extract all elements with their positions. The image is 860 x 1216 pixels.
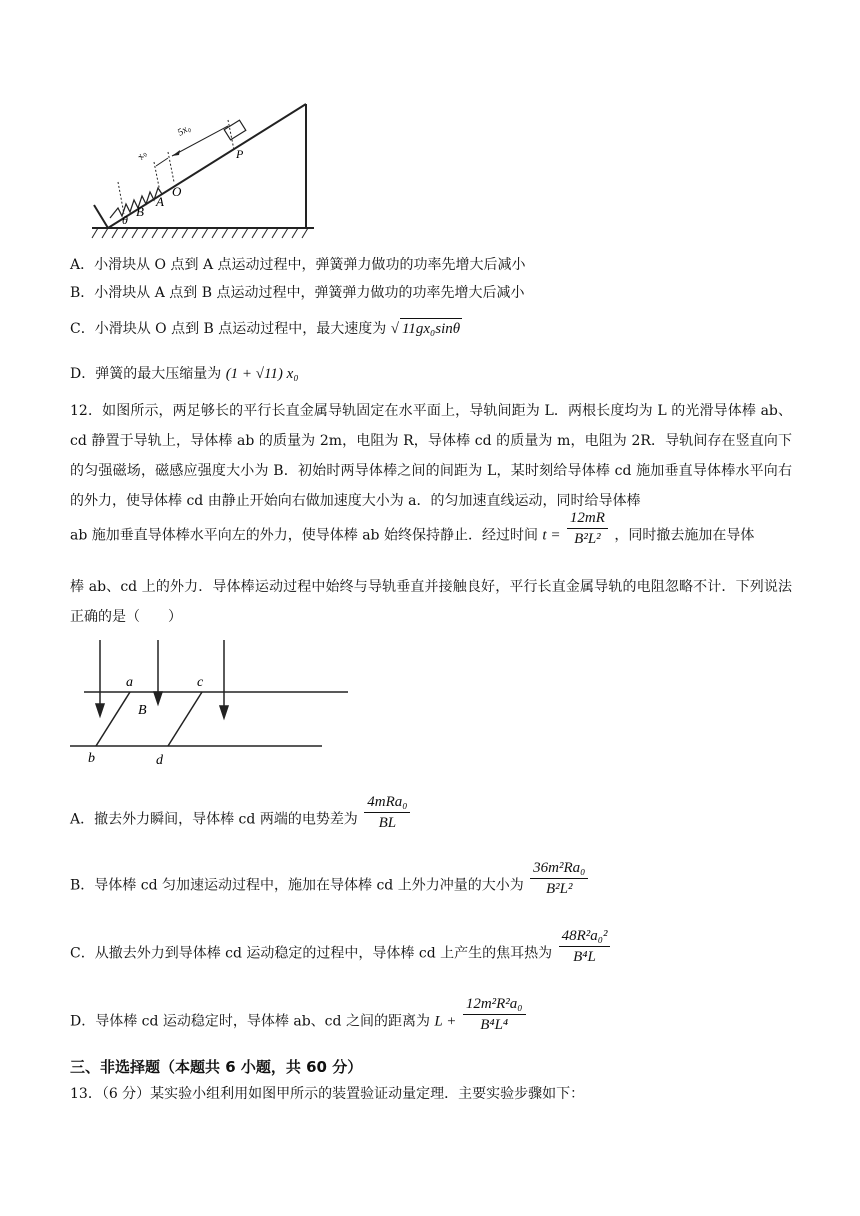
q12-option-d-den: B⁴L⁴ [480, 1017, 509, 1033]
label-o: O [172, 184, 182, 199]
q12-stem-text3: ，同时撤去施加在导体 [614, 527, 755, 544]
q12-option-a-text: A．撤去外力瞬间，导体棒 cd 两端的电势差为 [70, 811, 358, 828]
label-a: A [156, 194, 164, 209]
q11-option-b: B．小滑块从 A 点到 B 点运动过程中，弹簧弹力做功的功率先增大后减小 [70, 285, 525, 301]
ground-hatch [92, 228, 314, 238]
label-a: a [126, 675, 133, 690]
q12-option-c [70, 928, 612, 967]
q12-t-lhs: t = [542, 527, 561, 544]
q12-option-a-num: 4mRa₀ [364, 792, 410, 813]
q11-option-d [70, 364, 299, 384]
field-arrows [96, 640, 228, 718]
q12-option-c-fraction [559, 926, 611, 967]
label-c: c [197, 675, 204, 690]
q12-stem-part2 [70, 510, 755, 549]
q12-option-c-num: 48R²a₀² [559, 926, 611, 947]
q12-option-b-fraction [530, 858, 588, 899]
q12-option-b-text: B．导体棒 cd 匀加速运动过程中，施加在导体棒 cd 上外力冲量的大小为 [70, 877, 524, 894]
q12-option-a [70, 794, 412, 833]
q11-option-d-math: (1 + √11) x₀ [225, 366, 299, 382]
q12-option-b-den: B²L² [546, 881, 573, 897]
q12-option-d-text: D．导体棒 cd 运动稳定时，导体棒 ab、cd 之间的距离为 [70, 1013, 430, 1030]
incline [94, 104, 306, 228]
q12-option-d [70, 996, 528, 1035]
rails-figure [66, 638, 356, 768]
q12-option-d-fraction [463, 994, 526, 1035]
label-x0: x₀ [135, 149, 149, 162]
label-b: b [88, 751, 95, 766]
q12-t-den: B²L² [574, 531, 601, 547]
q12-option-b-num: 36m²Ra₀ [530, 858, 588, 879]
q12-stem-text2: ab 施加垂直导体棒水平向左的外力，使导体棒 ab 始终保持静止．经过时间 [70, 527, 538, 544]
q12-stem-part1: 12．如图所示，两足够长的平行长直金属导轨固定在水平面上，导轨间距为 L．两根长度均为 L 的光滑导体棒 ab、cd 静置于导轨上，导体棒 ab 的质量为 2m，电阻为 R，导体棒 cd 的质量为 m，电阻为 2R．导轨间存在竖直向下的匀强磁场，磁感应强度大小为 B．初始时两导体棒之间的间距为 L，某时刻给导体棒 cd 施加垂直导体棒水平向右的外力，使导体棒 cd 由静止开始向右做加速度大小为 a．的匀加速直线运动，同时给导体棒 [70, 403, 792, 509]
q12-t-fraction [567, 508, 608, 549]
q11-option-c-math: √ 11gx₀sinθ [391, 321, 462, 337]
q12-option-a-den: BL [378, 815, 397, 831]
q12-t-num: 12mR [567, 508, 608, 529]
q12-option-d-lhs: L + [434, 1013, 457, 1030]
block-p [224, 120, 246, 140]
q12-stem-part4: 棒 ab、cd 上的外力．导体棒运动过程中始终与导轨垂直并接触良好，平行长直金属导轨的电阻忽略不计．下列说法正确的是（ ） [70, 579, 792, 625]
label-d: d [156, 753, 163, 768]
q11-option-c-text: C．小滑块从 O 点到 B 点运动过程中，最大速度为 [70, 321, 387, 337]
q12-option-c-text: C．从撤去外力到导体棒 cd 运动稳定的过程中，导体棒 cd 上产生的焦耳热为 [70, 945, 553, 962]
label-5x0: 5x₀ [175, 122, 193, 139]
q12-option-d-num: 12m²R²a₀ [463, 994, 526, 1015]
q12-option-c-den: B⁴L [573, 949, 596, 965]
q11-option-a: A．小滑块从 O 点到 A 点运动过程中，弹簧弹力做功的功率先增大后减小 [70, 257, 526, 273]
label-b: B [136, 204, 144, 219]
label-theta: θ [122, 213, 128, 227]
q11-option-d-text: D．弹簧的最大压缩量为 [70, 366, 222, 382]
label-b-field: B [138, 703, 147, 718]
incline-figure [88, 100, 320, 245]
q12-option-a-fraction [364, 792, 410, 833]
q12-option-b [70, 860, 590, 899]
section-heading: 三、非选择题（本题共 6 小题，共 60 分） [70, 1058, 363, 1076]
label-p: P [236, 147, 244, 161]
q11-option-c [70, 318, 462, 339]
q13-stem: 13．（6 分）某实验小组利用如图甲所示的装置验证动量定理．主要实验步骤如下： [70, 1086, 585, 1102]
